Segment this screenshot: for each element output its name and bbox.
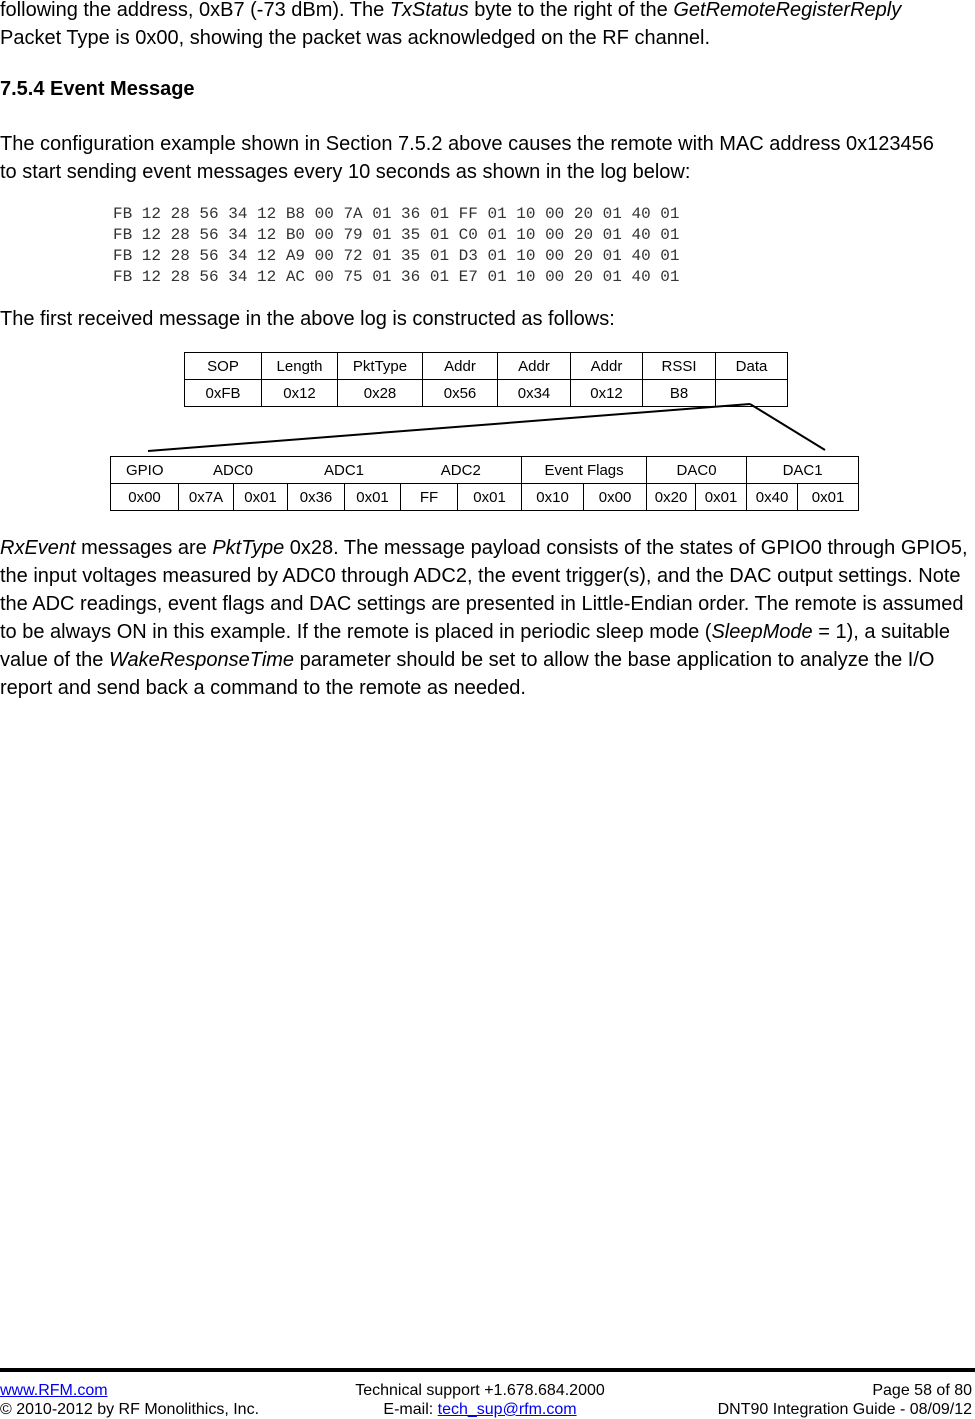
data-header-cell: DAC0 bbox=[647, 457, 747, 484]
data-header-cell: ADC1 bbox=[288, 457, 401, 484]
wakeresponsetime-term: WakeResponseTime bbox=[108, 649, 295, 671]
footer-right bbox=[718, 1381, 972, 1419]
packet-header-cell: Addr bbox=[423, 353, 498, 380]
data-header-cell: Event Flags bbox=[522, 457, 647, 484]
data-header-cell: ADC0 bbox=[179, 457, 288, 484]
first-message-intro: The first received message in the above log is constructed as follows: bbox=[0, 308, 615, 330]
intro-text: following the address, 0xB7 (-73 dBm). The bbox=[0, 0, 390, 21]
packet-header-cell: Length bbox=[262, 353, 338, 380]
section-heading: 7.5.4 Event Message bbox=[0, 78, 195, 100]
rxevent-term: RxEvent bbox=[0, 537, 76, 559]
intro-text: Packet Type is 0x00, showing the packet was acknowledged on the RF channel. bbox=[0, 27, 711, 49]
data-payload-table bbox=[110, 456, 859, 511]
expansion-line-right bbox=[750, 404, 825, 450]
rxevent-text: messages are bbox=[75, 537, 213, 559]
log-line: FB 12 28 56 34 12 A9 00 72 01 35 01 D3 01 10 00 20 01 40 01 bbox=[113, 247, 680, 265]
config-text: to start sending event messages every 10 seconds as shown in the log below: bbox=[0, 161, 691, 183]
data-value-cell: 0x01 bbox=[234, 484, 288, 511]
guide-title: DNT90 Integration Guide - 08/09/12 bbox=[717, 1401, 972, 1418]
packet-header-cell: Addr bbox=[498, 353, 571, 380]
data-value-cell: 0x20 bbox=[647, 484, 696, 511]
packet-value-cell: 0xFB bbox=[185, 380, 262, 407]
support-text: Technical support +1.678.684.2000 bbox=[355, 1382, 605, 1399]
data-value-cell: 0x01 bbox=[696, 484, 747, 511]
expansion-line-left bbox=[148, 404, 750, 451]
packet-value-cell: 0x56 bbox=[423, 380, 498, 407]
data-value-cell: 0x7A bbox=[179, 484, 234, 511]
packet-header-cell: RSSI bbox=[643, 353, 716, 380]
data-header-cell: ADC2 bbox=[401, 457, 522, 484]
footer-rule bbox=[0, 1368, 975, 1372]
data-header-row bbox=[111, 457, 859, 484]
intro-text: byte to the right of the bbox=[468, 0, 674, 21]
log-line: FB 12 28 56 34 12 B8 00 7A 01 36 01 FF 01 10 00 20 01 40 01 bbox=[113, 205, 680, 223]
rxevent-paragraph bbox=[0, 534, 972, 702]
txstatus-term: TxStatus bbox=[389, 0, 469, 21]
data-value-cell: 0x01 bbox=[798, 484, 859, 511]
rxevent-text: 0x28. The message payload consists of the states of GPIO0 through GPIO5, the input voltages measured by ADC0 through ADC2, the event trigger(s), and the DAC output settings. Note the ADC readings, event flags and DAC settings are presented in Little-Endian order. The remote is assumed to be always ON in this example. If the remote is placed in periodic sleep mode ( bbox=[0, 537, 968, 643]
data-value-cell: 0x10 bbox=[522, 484, 584, 511]
packet-value-cell: 0x12 bbox=[571, 380, 643, 407]
packet-value-cell: 0x34 bbox=[498, 380, 571, 407]
packet-header-cell: Addr bbox=[571, 353, 643, 380]
footer-left bbox=[0, 1381, 259, 1419]
email-label: E-mail: bbox=[383, 1401, 438, 1418]
sleepmode-term: SleepMode bbox=[711, 621, 813, 643]
expansion-lines bbox=[0, 0, 975, 520]
footer-center bbox=[330, 1381, 630, 1419]
log-line: FB 12 28 56 34 12 AC 00 75 01 36 01 E7 01 10 00 20 01 40 01 bbox=[113, 268, 680, 286]
data-value-cell: 0x00 bbox=[584, 484, 647, 511]
page-number: Page 58 of 80 bbox=[872, 1382, 972, 1399]
packet-header-cell: SOP bbox=[185, 353, 262, 380]
config-text: The configuration example shown in Section 7.5.2 above causes the remote with MAC address 0x123456 bbox=[0, 133, 934, 155]
data-value-row bbox=[111, 484, 859, 511]
packet-value-cell: 0x28 bbox=[338, 380, 423, 407]
getremoteregisterreply-term: GetRemoteRegisterReply bbox=[673, 0, 902, 21]
packet-value-cell: B8 bbox=[643, 380, 716, 407]
data-value-cell: 0x01 bbox=[458, 484, 522, 511]
rxevent-text: = 1), a suitable value of the bbox=[0, 621, 950, 671]
packet-value-cell: 0x12 bbox=[262, 380, 338, 407]
data-header-cell: DAC1 bbox=[747, 457, 859, 484]
packet-header-cell: Data bbox=[716, 353, 788, 380]
email-link[interactable]: tech_sup@rfm.com bbox=[437, 1401, 577, 1418]
data-value-cell: FF bbox=[401, 484, 458, 511]
log-line: FB 12 28 56 34 12 B0 00 79 01 35 01 C0 01 10 00 20 01 40 01 bbox=[113, 226, 680, 244]
packet-header-cell: PktType bbox=[338, 353, 423, 380]
website-link[interactable]: www.RFM.com bbox=[0, 1382, 108, 1399]
data-value-cell: 0x01 bbox=[345, 484, 401, 511]
data-header-cell: GPIO bbox=[111, 457, 179, 484]
pkttype-term: PktType bbox=[212, 537, 285, 559]
rxevent-text: parameter should be set to allow the base application to analyze the I/O report and send back a command to the remote as needed. bbox=[0, 649, 935, 699]
data-value-cell: 0x40 bbox=[747, 484, 798, 511]
data-value-cell: 0x00 bbox=[111, 484, 179, 511]
data-value-cell: 0x36 bbox=[288, 484, 345, 511]
copyright-text: © 2010-2012 by RF Monolithics, Inc. bbox=[0, 1401, 260, 1418]
